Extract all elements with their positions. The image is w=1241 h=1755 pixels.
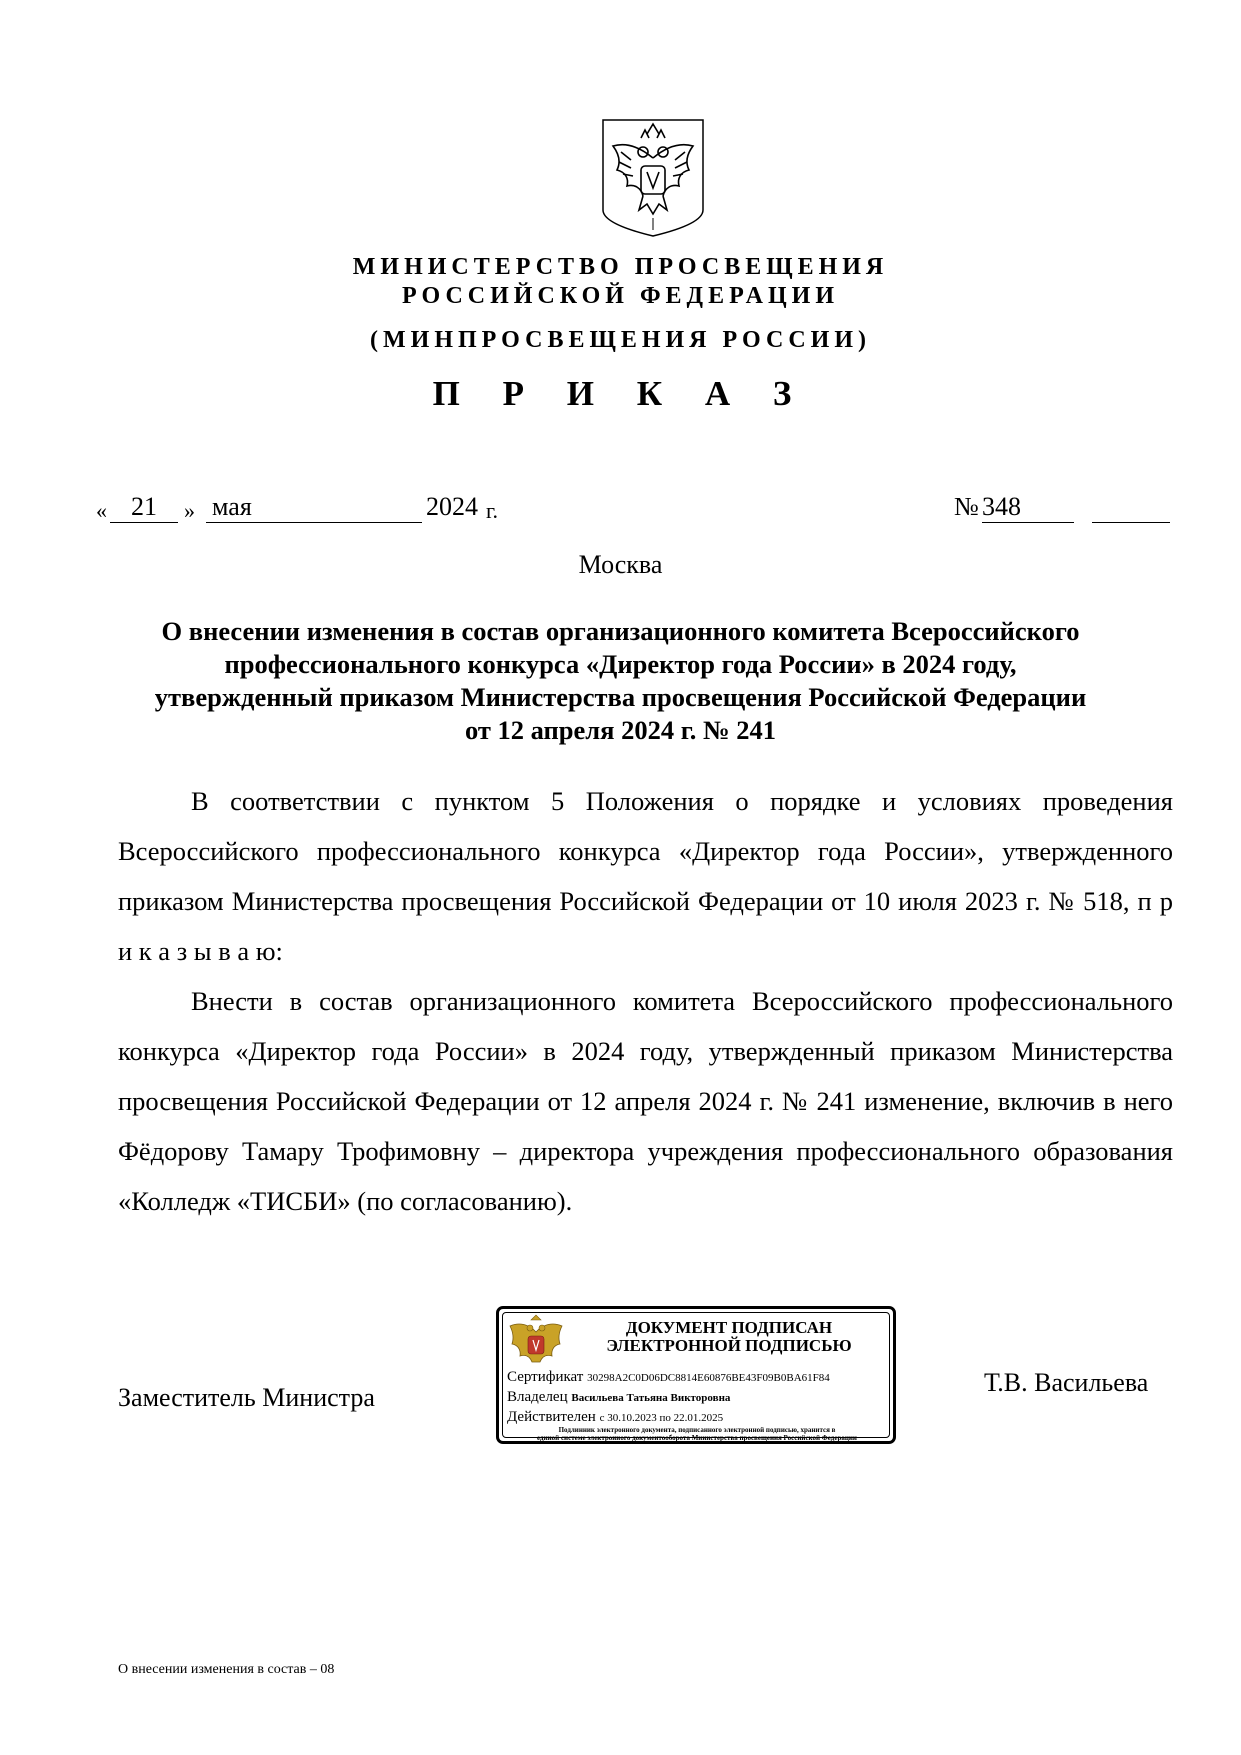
stamp-title-line1: ДОКУМЕНТ ПОДПИСАН	[625, 1318, 833, 1337]
stamp-title-line2: ЭЛЕКТРОННОЙ ПОДПИСЬЮ	[606, 1336, 852, 1355]
open-quote: «	[96, 498, 107, 523]
stamp-footnote-line2: единой системе электронного документооборота Министерства просвещения Российской Федерации	[537, 1434, 857, 1442]
stamp-validity-row	[507, 1409, 723, 1426]
number-sign: №	[954, 492, 979, 521]
order-number-extra-line	[1092, 492, 1170, 523]
ministry-short-name: (МИНПРОСВЕЩЕНИЯ РОССИИ)	[370, 327, 871, 353]
stamp-footnote	[507, 1426, 887, 1442]
ministry-name-line1: МИНИСТЕРСТВО ПРОСВЕЩЕНИЯ	[352, 254, 889, 280]
document-type: П Р И К А З	[432, 374, 809, 413]
stamp-cert-label: Сертификат	[507, 1369, 584, 1385]
order-title-line2: профессионального конкурса «Директор года России» в 2024 году,	[224, 649, 1017, 679]
page-footer: О внесении изменения в состав – 08	[118, 1662, 335, 1677]
stamp-owner-label: Владелец	[507, 1389, 568, 1405]
signatory-name: Т.В. Васильева	[984, 1368, 1149, 1397]
electronic-signature-stamp	[496, 1306, 896, 1444]
stamp-certificate-row	[507, 1369, 830, 1386]
body-paragraph-2: Внести в состав организационного комитета Всероссийского профессионального конкурса «Директор года России» в 2024 году, утвержденный приказом Министерства просвещения Российской Федерации от 12 апреля 2024 г. № 241 изменение, включив в него Фёдорову Тамару Трофимовну – директора учреждения профессионального образования «Колледж «ТИСБИ» (по согласованию).	[118, 986, 1173, 1216]
order-body	[118, 776, 1173, 1226]
order-title-line1: О внесении изменения в состав организационного комитета Всероссийского	[161, 616, 1080, 646]
order-month: мая	[206, 492, 422, 523]
coat-of-arms-icon	[507, 1314, 565, 1370]
order-day: 21	[110, 492, 178, 523]
order-year: 2024	[426, 492, 478, 521]
order-title-line3: утвержденный приказом Министерства просвещения Российской Федерации	[154, 682, 1087, 712]
stamp-cert-value: 30298A2C0D06DC8814E60876BE43F09B0BA61F84	[587, 1372, 830, 1384]
date-number-line	[96, 492, 1181, 524]
order-year-suffix: г.	[486, 498, 499, 523]
stamp-owner-row	[507, 1389, 730, 1406]
order-title-line4: от 12 апреля 2024 г. № 241	[464, 715, 777, 745]
ministry-name-line2: РОССИЙСКОЙ ФЕДЕРАЦИИ	[401, 283, 840, 309]
stamp-owner-value: Васильева Татьяна Викторовна	[571, 1392, 731, 1404]
close-quote: »	[184, 498, 195, 523]
coat-of-arms-icon	[601, 118, 705, 238]
signatory-role: Заместитель Министра	[118, 1383, 375, 1412]
stamp-footnote-line1: Подлинник электронного документа, подписанного электронной подписью, хранится в	[558, 1426, 836, 1434]
order-title	[110, 615, 1131, 747]
order-number: 348	[982, 492, 1074, 523]
stamp-valid-value: с 30.10.2023 по 22.01.2025	[599, 1412, 724, 1424]
body-paragraph-1: В соответствии с пунктом 5 Положения о порядке и условиях проведения Всероссийского профессионального конкурса «Директор года России», утвержденного приказом Министерства просвещения Российской Федерации от 10 июля 2023 г. № 518, п р и к а з ы в а ю:	[118, 786, 1173, 966]
stamp-valid-label: Действителен	[507, 1409, 596, 1425]
city: Москва	[578, 550, 663, 579]
